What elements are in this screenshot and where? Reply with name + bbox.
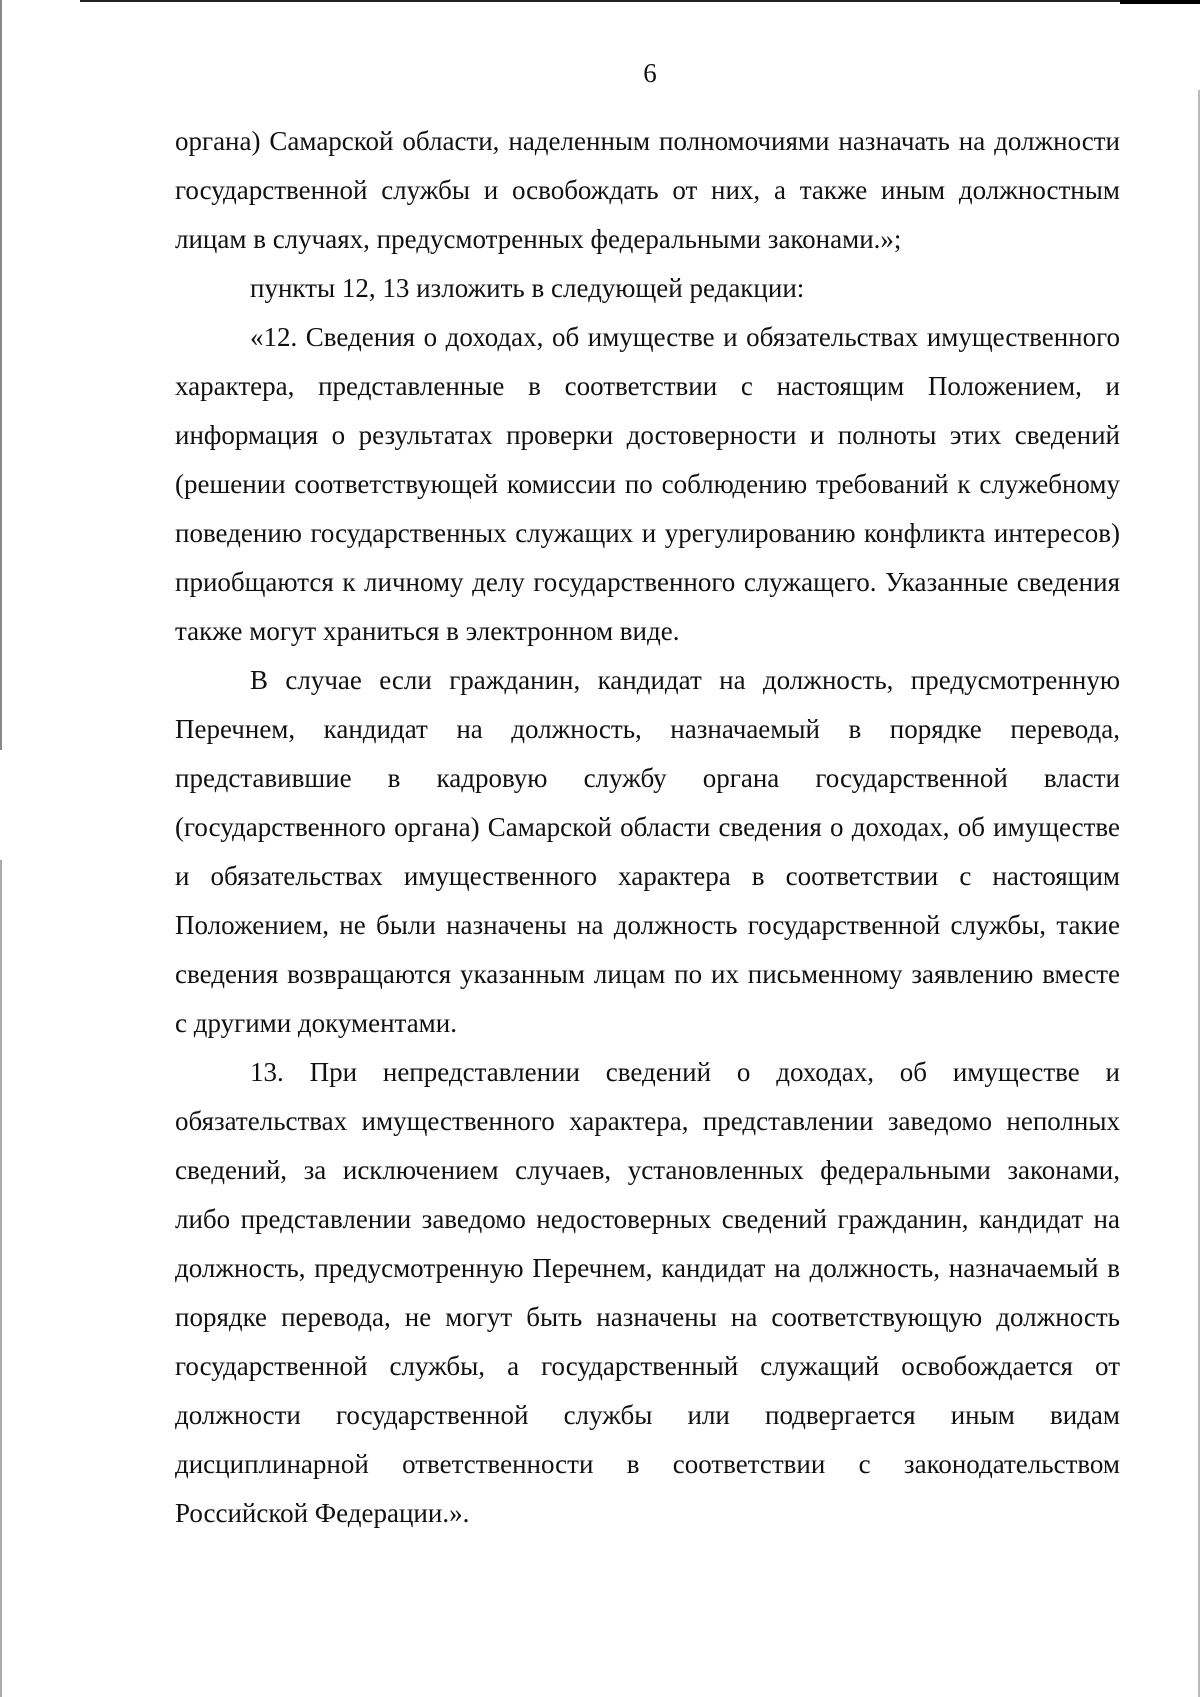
scan-left-edge xyxy=(0,0,2,750)
paragraph-item-12-return: В случае если гражданин, кандидат на должность, предусмотренную Перечнем, кандидат на должность, назначаемый в порядке перевода, представившие в кадровую службу органа государственной власти (государственного органа) Самарской области сведения о доходах, об имуществе и обязательствах имущественного характера в соответствии с настоящим Положением, не были назначены на должность государственной службы, такие сведения возвращаются указанным лицам по их письменному заявлению вместе с другими документами. xyxy=(175,665,1120,1038)
paragraph-continuation: органа) Самарской области, наделенным полномочиями назначать на должности государственной службы и освобождать от них, а также иным должностным лицам в случаях, предусмотренных федеральными законами.»; xyxy=(175,126,1120,254)
paragraph-item-12: «12. Сведения о доходах, об имуществе и обязательствах имущественного характера, представленные в соответствии с настоящим Положением, и информация о результатах проверки достоверности и полноты этих сведений (решении соответствующей комиссии по соблюдению требований к служебному поведению государственных служащих и урегулированию конфликта интересов) приобщаются к личному делу государственного служащего. Указанные сведения также могут храниться в электронном виде. xyxy=(175,322,1120,646)
page-number: 6 xyxy=(643,58,657,88)
scan-top-border xyxy=(80,0,1200,2)
document-body xyxy=(175,117,1120,1538)
scan-top-border-thick xyxy=(1120,0,1200,4)
scan-left-edge-lower xyxy=(0,860,2,1697)
paragraph-amendment-intro: пункты 12, 13 изложить в следующей редакции: xyxy=(250,273,805,303)
paragraph-item-13: 13. При непредставлении сведений о доходах, об имуществе и обязательствах имущественного характера, представлении заведомо неполных сведений, за исключением случаев, установленных федеральными законами, либо представлении заведомо недостоверных сведений гражданин, кандидат на должность, предусмотренную Перечнем, кандидат на должность, назначаемый в порядке перевода, не могут быть назначены на соответствующую должность государственной службы, а государственный служащий освобождается от должности государственной службы или подвергается иным видам дисциплинарной ответственности в соответствии с законодательством Российской Федерации.». xyxy=(175,1057,1120,1528)
